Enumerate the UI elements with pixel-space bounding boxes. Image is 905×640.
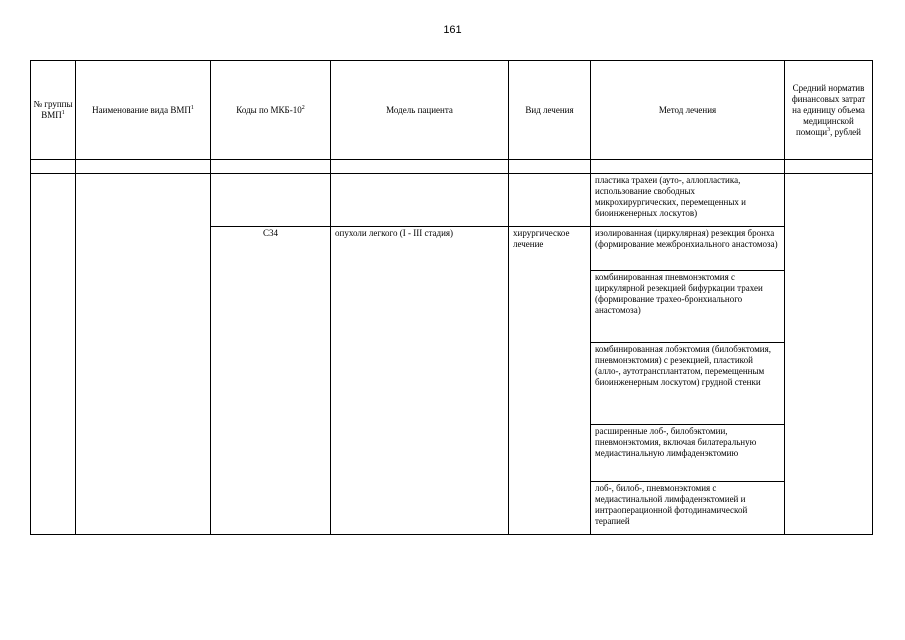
page-number: 161 xyxy=(443,24,462,36)
header-name: Наименование вида ВМП$^1$ xyxy=(76,61,211,160)
cell-model: опухоли легкого (I - III стадия) xyxy=(331,227,509,535)
cell-treatment xyxy=(509,174,591,227)
vmp-table xyxy=(30,60,873,535)
cell-treatment: хирургическое лечение xyxy=(509,227,591,535)
cell-name xyxy=(76,174,211,535)
cell-code: C34 xyxy=(211,227,331,535)
cell-method: расширенные лоб-, билобэктомии, пневмонэктомия, включая билатеральную медиастинальную лимфаденэктомию xyxy=(591,425,785,482)
cell-model xyxy=(331,174,509,227)
cell-method: комбинированная пневмонэктомия с циркулярной резекцией бифуркации трахеи (формирование трахео-бронхиального анастомоза) xyxy=(591,271,785,343)
table-row xyxy=(31,174,873,227)
cell-method: изолированная (циркулярная) резекция бронха (формирование межбронхиального анастомоза) xyxy=(591,227,785,271)
header-group: № группы ВМП$^1$ xyxy=(31,61,76,160)
header-codes: Коды по МКБ-$10^2$ xyxy=(211,61,331,160)
cell-method: комбинированная лобэктомия (билобэктомия, пневмонэктомия) с резекцией, пластикой (алло-, аутотрансплантатом, перемещенным биоинженерным лоскутом) грудной стенки xyxy=(591,343,785,425)
cell-method: пластика трахеи (ауто-, аллопластика, использование свободных микрохирургических, перемещенных и биоинженерных лоскутов) xyxy=(591,174,785,227)
cell-group xyxy=(31,174,76,535)
header-model: Модель пациента xyxy=(331,61,509,160)
cell-method: лоб-, билоб-, пневмонэктомия с медиастинальной лимфаденэктомией и интраоперационной фотодинамической терапией xyxy=(591,482,785,535)
header-treatment-type: Вид лечения xyxy=(509,61,591,160)
header-method: Метод лечения xyxy=(591,61,785,160)
cell-cost xyxy=(785,174,873,535)
cell-code xyxy=(211,174,331,227)
header-cost: Средний норматив финансовых затрат на единицу объема медицинской помощи$^3$, рублей xyxy=(785,61,873,160)
header-row xyxy=(31,61,873,160)
header-spacer-row xyxy=(31,160,873,174)
